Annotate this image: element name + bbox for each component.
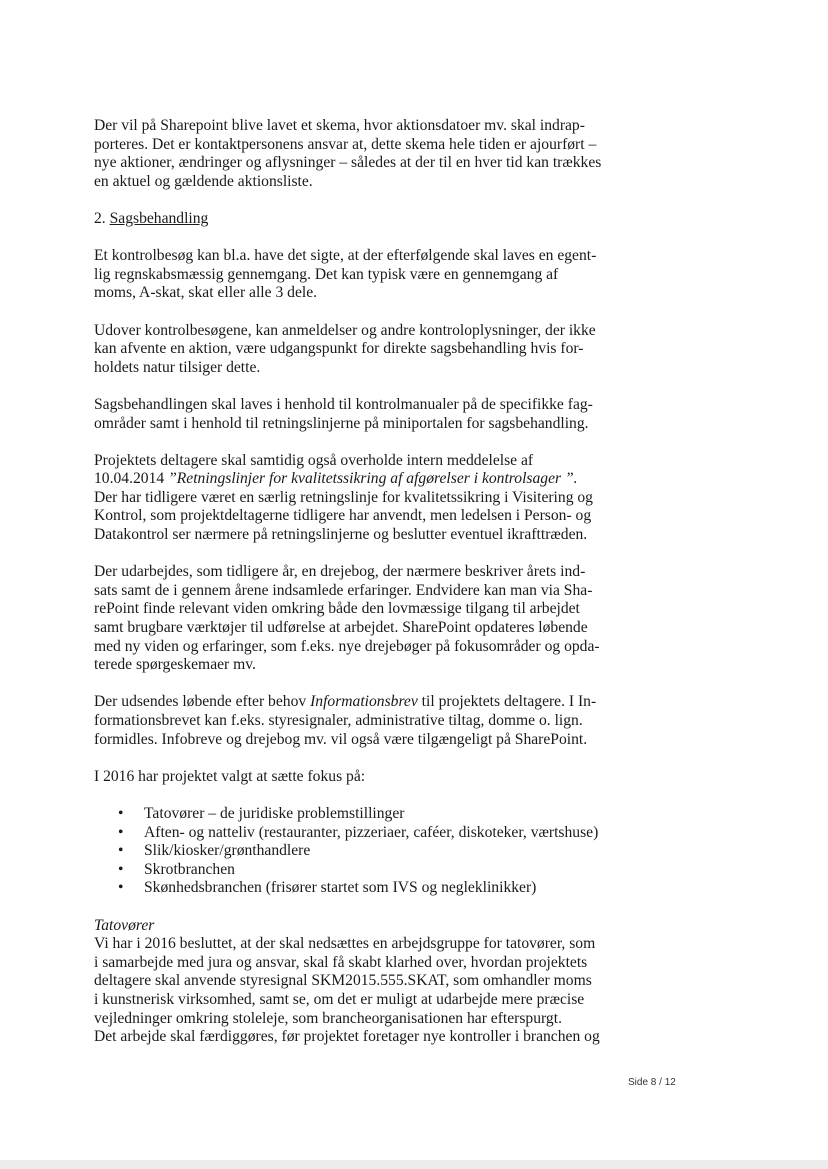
page-edge (0, 1160, 828, 1169)
section-heading (94, 210, 614, 229)
paragraph-kontrolbesoeg: Et kontrolbesøg kan bl.a. have det sigte, at der efterfølgende skal laves en egent- lig regnskabsmæssig gennemgang. Det kan typisk være en gennemgang af moms, A-skat, skat eller alle 3 dele. (94, 247, 597, 302)
paragraph-anmeldelser: Udover kontrolbesøgene, kan anmeldelser og andre kontroloplysninger, der ikke kan afvente en aktion, være udgangspunkt for direkte sagsbehandling hvis for- holdets natur tilsiger dette. (94, 321, 596, 376)
list-item: • Skrotbranchen (94, 861, 614, 880)
focus-list (94, 805, 614, 898)
informationsbrev-term: Informationsbrev (310, 693, 418, 711)
list-item: • Slik/kiosker/grønthandlere (94, 842, 614, 861)
paragraph-intern-meddelelse: Projektets deltagere skal samtidig også overholde intern meddelelse af 10.04.2014 ”Retningslinjer for kvalitetssikring af afgørelser i kontrolsager ”. Der har tidligere været en særlig retningslinje for kvalitetssikring i Visitering og Kontrol, som projektdeltagerne tidligere har anvendt, men ledelsen i Person- og Datakontrol ser nærmere på retningslinjerne og beslutter eventuel ikrafttræden. (94, 451, 593, 544)
guideline-title: ”Retningslinjer for kvalitetssikring af afgørelser i kontrolsager ”. (168, 470, 578, 488)
paragraph-tatovoerer: Vi har i 2016 besluttet, at der skal nedsættes en arbejdsgruppe for tatovører, som i samarbejde med jura og ansvar, skal få skabt klarhed over, hvordan projektets deltagere skal anvende styresignal SKM2015.555.SKAT, som omhandler moms i kunstnerisk virksomhed, samt se, om det er muligt at udarbejde mere præcise vejledninger omkring stoleleje, som brancheorganisationen har efterspurgt. Det arbejde skal færdiggøres, før projektet foretager nye kontroller i branchen og (94, 935, 600, 1046)
subheading-tatovoerer: Tatovører (94, 916, 155, 934)
paragraph-informationsbrev: Der udsendes løbende efter behov Informationsbrev til projektets deltagere. I In- formationsbrevet kan f.eks. styresignaler, administrative tiltag, domme o. lign. formidles. Infobreve og drejebog mv. vil også være tilgængeligt på SharePoint. (94, 693, 597, 748)
page-body (94, 117, 614, 1047)
list-item: • Skønhedsbranchen (frisører startet som IVS og negleklinikker) (94, 879, 614, 898)
section-number: 2. (94, 209, 106, 227)
list-item: • Aften- og natteliv (restauranter, pizzeriaer, caféer, diskoteker, værtshuse) (94, 824, 614, 843)
paragraph-drejebog: Der udarbejdes, som tidligere år, en drejebog, der nærmere beskriver årets ind- sats samt de i gennem årene indsamlede erfaringer. Endvidere kan man via Sha- rePoint finde relevant viden omkring både den lovmæssige tilgang til arbejdet samt brugbare værktøjer til udførelse at arbejdet. SharePoint opdateres løbende med ny viden og erfaringer, som f.eks. nye drejebøger på fokusområder og opda- terede spørgeskemaer mv. (94, 563, 600, 674)
paragraph-sharepoint-schema: Der vil på Sharepoint blive lavet et skema, hvor aktionsdatoer mv. skal indrap- porteres. Det er kontaktpersonens ansvar at, dette skema hele tiden er ajourført – nye aktioner, ændringer og aflysninger – således at der til en hver tid kan trækkes en aktuel og gældende aktionsliste. (94, 117, 602, 190)
page-number: Side 8 / 12 (628, 1077, 676, 1088)
list-item: • Tatovører – de juridiske problemstillinger (94, 805, 614, 824)
paragraph-fokus-intro: I 2016 har projektet valgt at sætte fokus på: (94, 767, 366, 785)
section-title: Sagsbehandling (109, 209, 209, 227)
paragraph-kontrolmanualer: Sagsbehandlingen skal laves i henhold til kontrolmanualer på de specifikke fag- områder samt i henhold til retningslinjerne på miniportalen for sagsbehandling. (94, 395, 593, 432)
